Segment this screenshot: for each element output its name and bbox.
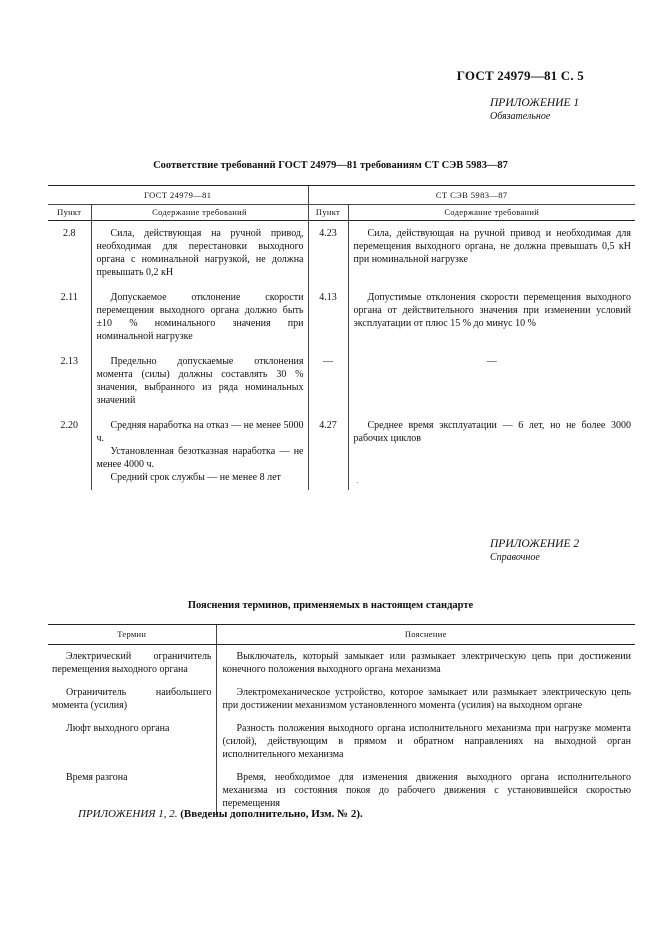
table-row — [48, 413, 635, 490]
gost-content-line: Установленная безотказная наработка — не менее 4000 ч. — [96, 446, 304, 470]
explanation-cell: Электромеханическое устройство, которое замыкает или размыкает электрическую цепь при достижении механизмом установленного момента (усилия) на выходном органе — [216, 681, 635, 717]
st-item: 4.27 — [308, 413, 348, 490]
compliance-table — [48, 185, 635, 490]
scan-speck — [357, 482, 358, 483]
st-item: — — [308, 349, 348, 413]
appendix-2-label: ПРИЛОЖЕНИЕ 2 — [490, 538, 580, 550]
appendix-1-block — [490, 96, 579, 124]
amendment-note-text: (Введены дополнительно, Изм. № 2). — [180, 808, 363, 820]
col-header-content-st: Содержание требований — [348, 205, 635, 221]
gost-item: 2.8 — [63, 228, 76, 239]
st-item: 4.23 — [308, 221, 348, 286]
group-header-gost: ГОСТ 24979—81 — [48, 186, 308, 205]
gost-content-line: Допускаемое отклонение скорости перемещения выходного органа должно быть ±10 % номинального значения при номинальной нагрузке — [96, 292, 304, 342]
terms-table — [48, 624, 635, 815]
amendment-note — [78, 808, 363, 820]
gost-content — [91, 221, 308, 286]
gost-content — [91, 413, 308, 490]
gost-content-line: Средний срок службы — не менее 8 лет — [110, 472, 281, 483]
explanation-cell: Разность положения выходного органа исполнительного механизма при нагрузке момента (силой), действующим в прямом и обратном направлениях на выходной орган исполнительного механизма — [216, 717, 635, 766]
col-header-content-gost: Содержание требований — [91, 205, 308, 221]
appendix-2-status: Справочное — [490, 552, 540, 563]
st-content — [348, 285, 635, 349]
table-row — [48, 285, 635, 349]
term-cell: Люфт выходного органа — [66, 723, 170, 734]
explanation-cell: Время, необходимое для изменения движения выходного органа исполнительного механизма из состояния покоя до рабочего движения с установившейся скоростью перемещения — [216, 766, 635, 815]
table-row — [48, 221, 635, 286]
st-item: 4.13 — [308, 285, 348, 349]
gost-content-line: Предельно допускаемые отклонения момента (силы) должны составлять 30 % значения, выбранного из ряда номинальных значений — [96, 356, 304, 406]
table-1-title: Соответствие требований ГОСТ 24979—81 требованиям СТ СЭВ 5983—87 — [153, 160, 508, 171]
st-content: — — [348, 349, 635, 413]
col-header-item-gost: Пункт — [48, 205, 91, 221]
col-header-item-st: Пункт — [308, 205, 348, 221]
st-content — [348, 221, 635, 286]
page-header-title: ГОСТ 24979—81 С. 5 — [456, 68, 584, 83]
term-cell: Время разгона — [66, 772, 128, 783]
term-cell: Электрический ограничитель перемещения выходного органа — [52, 651, 212, 675]
gost-content — [91, 285, 308, 349]
gost-item: 2.13 — [60, 356, 78, 367]
table-row — [48, 349, 635, 413]
col-header-term: Термин — [48, 625, 216, 645]
st-content-line: Среднее время эксплуатации — 6 лет, но не более 3000 рабочих циклов — [353, 420, 631, 444]
term-cell: Ограничитель наибольшего момента (усилия) — [52, 687, 212, 711]
gost-item: 2.20 — [60, 420, 78, 431]
table-row — [48, 645, 635, 682]
table-2-title: Пояснения терминов, применяемых в настоящем стандарте — [187, 600, 474, 611]
gost-content-line: Средняя наработка на отказ — не менее 5000 ч. — [96, 420, 304, 444]
col-header-explanation: Пояснение — [216, 625, 635, 645]
table-row — [48, 717, 635, 766]
table-row — [48, 681, 635, 717]
gost-content — [91, 349, 308, 413]
group-header-st-sev: СТ СЭВ 5983—87 — [308, 186, 635, 205]
gost-content-line: Сила, действующая на ручной привод, необходимая для перестановки выходного органа с номинальной нагрузкой, не должна превышать 0,2 кН — [96, 228, 304, 278]
st-content — [348, 413, 635, 490]
st-content-line: Допустимые отклонения скорости перемещения выходного органа от действительного значения при изменении условий эксплуатации от плюс 15 % до минус 10 % — [353, 292, 631, 329]
appendix-1-status: Обязательное — [490, 111, 551, 122]
st-content-line: Сила, действующая на ручной привод и необходимая для перемещения выходного органа, не должна превышать 0,5 кН при номинальной нагрузке — [353, 228, 631, 265]
gost-item: 2.11 — [60, 292, 78, 303]
appendix-1-label: ПРИЛОЖЕНИЕ 1 — [490, 97, 580, 109]
amendment-note-ref: ПРИЛОЖЕНИЯ 1, 2. — [78, 808, 178, 820]
appendix-2-block — [490, 537, 579, 565]
explanation-cell: Выключатель, который замыкает или размыкает электрическую цепь при достижении конечного положения выходного органа механизма — [216, 645, 635, 682]
